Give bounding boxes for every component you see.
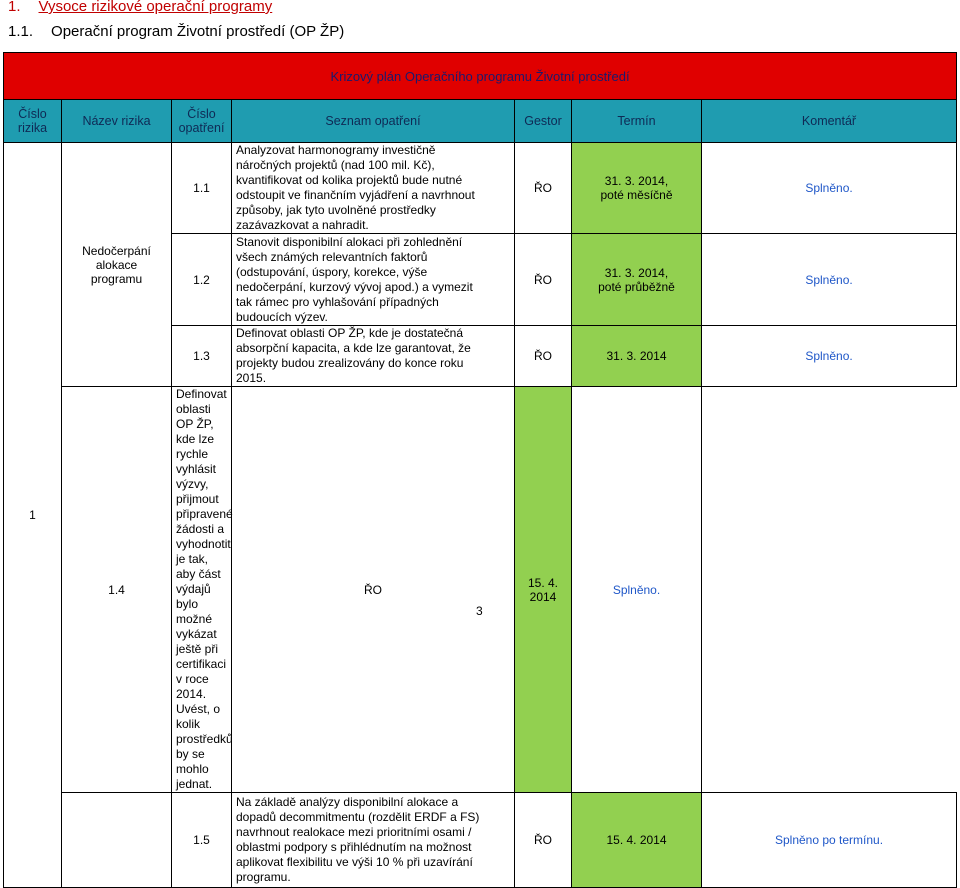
- table-header-row: [4, 100, 957, 143]
- measure-id: 1.4: [62, 387, 172, 793]
- table-title-row: [4, 53, 957, 100]
- measure-comment: Splněno.: [702, 326, 957, 387]
- table-title: Krizový plán Operačního programu Životní prostředí: [4, 53, 957, 100]
- table-row: [4, 387, 957, 793]
- measure-id: 1.5: [172, 793, 232, 888]
- measure-term: 15. 4. 2014: [515, 387, 572, 793]
- table-row: [4, 793, 957, 888]
- measure-text: Analyzovat harmonogramy investičně náročných projektů (nad 100 mil. Kč), kvantifikovat od kolika projektů bude nutné odstoupit ve finančním vyjádření a navrhnout způsoby, jak tyto uvolněné prostředky zazávazkovat a nahradit.: [232, 143, 515, 234]
- header-cislo-rizika: Číslo rizika: [4, 100, 62, 143]
- measure-term: 31. 3. 2014, poté měsíčně: [572, 143, 702, 234]
- heading-1: [8, 0, 272, 15]
- measure-gestor: ŘO: [515, 793, 572, 888]
- table-row: [4, 143, 957, 234]
- measure-gestor: ŘO: [515, 234, 572, 326]
- header-seznam-opatreni: Seznam opatření: [232, 100, 515, 143]
- measure-gestor: ŘO: [232, 387, 515, 793]
- header-nazev-rizika: Název rizika: [62, 100, 172, 143]
- risk-name-cell-empty: [62, 793, 172, 888]
- heading-1-number: 1.: [8, 0, 21, 15]
- measure-text: Definovat oblasti OP ŽP, kde lze rychle vyhlásit výzvy, přijmout připravené žádosti a vyhodnotit je tak, aby část výdajů bylo možné vykázat ještě při certifikaci v roce 2014. Uvést, o kolik prostředků by se mohlo jednat.: [172, 387, 232, 793]
- measure-id: 1.3: [172, 326, 232, 387]
- risk-name: Nedočerpání alokace programu: [62, 143, 172, 387]
- crisis-plan-table: [3, 52, 957, 888]
- header-komentar: Komentář: [702, 100, 957, 143]
- header-cislo-opatreni: Číslo opatření: [172, 100, 232, 143]
- page-number: 3: [476, 604, 483, 618]
- heading-1-text: Vysoce rizikové operační programy: [38, 0, 273, 15]
- risk-number: 1: [4, 143, 62, 888]
- measure-comment: Splněno po termínu.: [702, 793, 957, 888]
- header-termin: Termín: [572, 100, 702, 143]
- measure-id: 1.2: [172, 234, 232, 326]
- measure-gestor: ŘO: [515, 143, 572, 234]
- measure-text: Stanovit disponibilní alokaci při zohlednění všech známých relevantních faktorů (odstupování, úspory, korekce, výše nedočerpání, kurzový vývoj apod.) a vymezit tak rámec pro vyhlašování případných budoucích výzev.: [232, 234, 515, 326]
- heading-1-1: [8, 23, 344, 40]
- measure-comment: Splněno.: [702, 143, 957, 234]
- measure-term: 31. 3. 2014, poté průběžně: [572, 234, 702, 326]
- measure-id: 1.1: [172, 143, 232, 234]
- measure-term: 31. 3. 2014: [572, 326, 702, 387]
- heading-1-1-number: 1.1.: [8, 23, 34, 40]
- measure-comment: Splněno.: [572, 387, 702, 793]
- heading-1-1-text: Operační program Životní prostředí (OP ŽP): [51, 23, 345, 40]
- measure-text: Definovat oblasti OP ŽP, kde je dostatečná absorpční kapacita, a kde lze garantovat, že projekty budou zrealizovány do konce roku 2015.: [232, 326, 515, 387]
- measure-comment: Splněno.: [702, 234, 957, 326]
- measure-gestor: ŘO: [515, 326, 572, 387]
- measure-term: 15. 4. 2014: [572, 793, 702, 888]
- header-gestor: Gestor: [515, 100, 572, 143]
- measure-text: Na základě analýzy disponibilní alokace a dopadů decommitmentu (rozdělit ERDF a FS) navrhnout realokace mezi prioritními osami / oblastmi podpory s přihlédnutím na možnost aplikovat flexibilitu ve výši 10 % při uzavírání programu.: [232, 793, 515, 888]
